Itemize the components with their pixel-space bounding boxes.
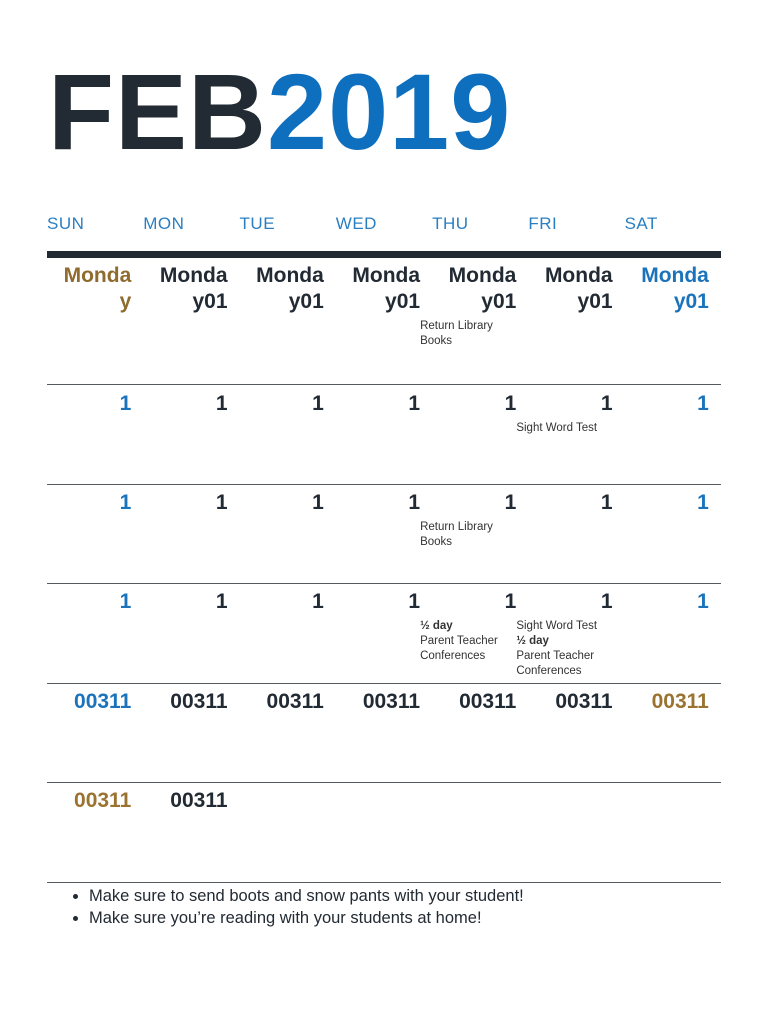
reminder-item: • Make sure to send boots and snow pants with your student!: [89, 885, 721, 907]
calendar-day-cell[interactable]: [432, 684, 528, 782]
day-number: 1: [697, 491, 709, 514]
event-note: Sight Word Test: [516, 422, 598, 434]
calendar-week: [47, 684, 721, 783]
calendar-day-cell[interactable]: [336, 684, 432, 782]
event-note: Books: [420, 335, 453, 347]
weekday-wed: WED: [335, 214, 377, 233]
calendar-top-rule: [47, 251, 721, 258]
calendar-week: [47, 783, 721, 882]
calendar-day-cell[interactable]: [420, 485, 528, 583]
calendar-day-cell[interactable]: [625, 386, 721, 484]
day-number: 1: [600, 491, 613, 514]
calendar-week: [47, 584, 721, 684]
calendar-day-cell[interactable]: [143, 584, 239, 683]
calendar-day-cell[interactable]: [625, 684, 721, 782]
day-number: Monda y01: [641, 264, 709, 313]
calendar-day-cell[interactable]: [47, 386, 143, 484]
calendar-day-cell[interactable]: [516, 584, 624, 683]
day-number: 1: [312, 392, 324, 415]
day-number: 1: [119, 590, 132, 613]
event-note: Conferences: [420, 650, 486, 662]
day-number: 00311: [651, 690, 709, 713]
day-number: 1: [215, 491, 228, 514]
calendar-day-cell[interactable]: [432, 386, 528, 484]
calendar-day-cell[interactable]: [240, 485, 336, 583]
day-number: Monda y01: [159, 264, 228, 313]
weekday-sun: SUN: [47, 214, 85, 233]
calendar-day-cell[interactable]: [240, 386, 336, 484]
day-number: Monda y01: [256, 264, 324, 313]
weekday-thu: THU: [432, 214, 469, 233]
calendar-week: [47, 386, 721, 485]
day-number: 1: [600, 392, 613, 415]
calendar-day-cell[interactable]: [528, 684, 624, 782]
calendar-day-cell[interactable]: [47, 584, 143, 683]
calendar-day-cell[interactable]: [240, 684, 336, 782]
day-number: 1: [504, 392, 517, 415]
calendar-day-cell[interactable]: [143, 386, 239, 484]
title-month: FEB: [48, 51, 267, 172]
calendar-day-cell[interactable]: [625, 584, 721, 683]
calendar-day-cell[interactable]: [528, 258, 624, 384]
day-number: 1: [408, 491, 421, 514]
calendar-day-cell[interactable]: [336, 783, 432, 882]
calendar-day-cell[interactable]: [143, 684, 239, 782]
calendar-day-cell[interactable]: [432, 783, 528, 882]
event-note: ½ day: [516, 635, 549, 647]
calendar-day-cell[interactable]: [516, 386, 624, 484]
event-note: Return Library: [420, 320, 493, 332]
calendar-day-cell[interactable]: [143, 258, 239, 384]
event-note: Books: [420, 536, 453, 548]
weekday-mon: MON: [143, 214, 185, 233]
event-notes: [516, 619, 612, 679]
day-number: Monda y01: [448, 264, 517, 313]
event-notes: [420, 619, 516, 664]
calendar-week: [47, 258, 721, 385]
calendar-day-cell[interactable]: [420, 258, 528, 384]
day-number: 1: [312, 590, 324, 613]
day-number: 1: [119, 491, 132, 514]
day-number: 00311: [266, 690, 324, 713]
calendar-day-cell[interactable]: [143, 783, 239, 882]
day-number: 1: [119, 392, 132, 415]
day-number: 1: [600, 590, 613, 613]
calendar-day-cell[interactable]: [625, 258, 721, 384]
reminder-list: [47, 885, 721, 929]
event-notes: [516, 421, 612, 436]
event-note: Parent Teacher: [516, 650, 595, 662]
day-number: 1: [312, 491, 324, 514]
event-note: Conferences: [516, 665, 582, 677]
calendar-day-cell[interactable]: [47, 485, 143, 583]
day-number: 1: [504, 590, 517, 613]
day-number: 1: [215, 590, 228, 613]
calendar-day-cell[interactable]: [336, 485, 432, 583]
event-notes: [420, 520, 516, 550]
day-number: 00311: [555, 690, 613, 713]
day-number: 1: [697, 590, 709, 613]
day-number: 1: [697, 392, 709, 415]
footer-notes: [47, 882, 721, 929]
calendar-day-cell[interactable]: [47, 684, 143, 782]
day-number: 1: [408, 392, 421, 415]
day-number: Monda y01: [544, 264, 613, 313]
calendar-day-cell[interactable]: [528, 485, 624, 583]
calendar-day-cell[interactable]: [240, 584, 336, 683]
day-number: 1: [504, 491, 517, 514]
calendar-day-cell[interactable]: [625, 783, 721, 882]
calendar-day-cell[interactable]: [47, 258, 143, 384]
event-note: Parent Teacher: [420, 635, 498, 647]
event-note: ½ day: [420, 620, 453, 632]
day-number: 1: [408, 590, 421, 613]
calendar-day-cell[interactable]: [528, 783, 624, 882]
event-note: Sight Word Test: [516, 620, 598, 632]
weekday-sat: SAT: [624, 214, 658, 233]
calendar-day-cell[interactable]: [336, 584, 432, 683]
weekday-header: [47, 214, 721, 238]
day-number: 1: [215, 392, 228, 415]
title-year: 2019: [267, 51, 512, 172]
page-title: [48, 52, 511, 172]
weekday-tue: TUE: [239, 214, 276, 233]
reminder-item: • Make sure you’re reading with your students at home!: [89, 907, 721, 929]
calendar-day-cell[interactable]: [336, 258, 432, 384]
calendar-day-cell[interactable]: [625, 485, 721, 583]
calendar-day-cell[interactable]: [240, 258, 336, 384]
weekday-fri: FRI: [528, 214, 558, 233]
calendar-day-cell[interactable]: [143, 485, 239, 583]
event-notes: [420, 319, 516, 349]
calendar-day-cell[interactable]: [420, 584, 528, 683]
calendar-day-cell[interactable]: [47, 783, 143, 882]
day-number: 00311: [74, 789, 132, 812]
day-number: 00311: [74, 690, 132, 713]
day-number: Monda y01: [352, 264, 421, 313]
day-number: 00311: [459, 690, 517, 713]
event-note: Return Library: [420, 521, 493, 533]
day-number: 00311: [362, 690, 421, 713]
calendar-week: [47, 485, 721, 584]
day-number: 00311: [170, 690, 228, 713]
day-number: Monda y: [63, 264, 132, 313]
calendar-day-cell[interactable]: [336, 386, 432, 484]
day-number: 00311: [170, 789, 228, 812]
calendar-day-cell[interactable]: [240, 783, 336, 882]
